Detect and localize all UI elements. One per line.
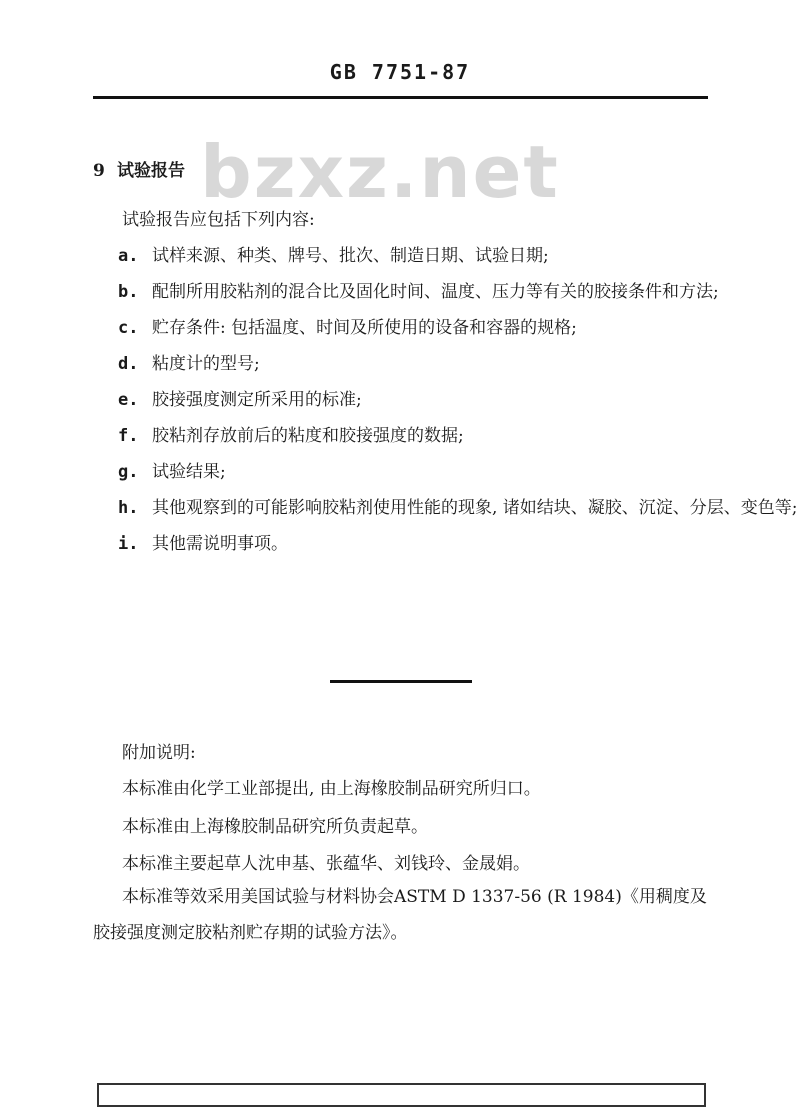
footer-frame bbox=[97, 1083, 706, 1107]
item-text: 胶粘剂存放前后的粘度和胶接强度的数据; bbox=[152, 426, 464, 446]
item-text: 试验结果; bbox=[152, 462, 226, 482]
note-line: 本标准由上海橡胶制品研究所负责起草。 bbox=[122, 817, 428, 837]
item-text: 粘度计的型号; bbox=[152, 354, 260, 374]
additional-notes-heading: 附加说明: bbox=[122, 743, 196, 763]
item-letter: e. bbox=[118, 390, 139, 410]
header-rule bbox=[93, 96, 708, 99]
item-letter: i. bbox=[118, 534, 139, 554]
list-item bbox=[118, 274, 798, 310]
list-item bbox=[118, 310, 798, 346]
item-text: 其他观察到的可能影响胶粘剂使用性能的现象, 诸如结块、凝胶、沉淀、分层、变色等; bbox=[152, 498, 798, 518]
section-heading bbox=[93, 156, 185, 181]
item-letter: f. bbox=[118, 426, 139, 446]
list-item bbox=[118, 490, 798, 526]
item-text: 其他需说明事项。 bbox=[152, 534, 288, 554]
item-text: 胶接强度测定所采用的标准; bbox=[152, 390, 362, 410]
item-letter: g. bbox=[118, 462, 139, 482]
section-separator bbox=[330, 680, 472, 683]
list-item bbox=[118, 526, 798, 562]
list-item bbox=[118, 418, 798, 454]
item-letter: d. bbox=[118, 354, 139, 374]
standard-code: GB 7751-87 bbox=[329, 60, 471, 84]
item-letter: b. bbox=[118, 282, 139, 302]
section-title: 试验报告 bbox=[117, 161, 185, 181]
watermark: bzxz.net bbox=[200, 130, 560, 214]
list-item bbox=[118, 454, 798, 490]
list-item bbox=[118, 382, 798, 418]
note-line: 本标准等效采用美国试验与材料协会ASTM D 1337-56 (R 1984)《用稠度及胶接强度测定胶粘剂贮存期的试验方法》。 bbox=[93, 887, 707, 943]
section-intro: 试验报告应包括下列内容: bbox=[122, 210, 315, 230]
item-letter: a. bbox=[118, 246, 139, 266]
list-item bbox=[118, 238, 798, 274]
list-item bbox=[118, 346, 798, 382]
note-line: 本标准由化学工业部提出, 由上海橡胶制品研究所归口。 bbox=[122, 779, 541, 799]
item-text: 试样来源、种类、牌号、批次、制造日期、试验日期; bbox=[152, 246, 549, 266]
note-line: 本标准主要起草人沈申基、张蕴华、刘钱玲、金晟娟。 bbox=[122, 854, 530, 874]
section-number: 9 bbox=[93, 161, 105, 181]
item-letter: h. bbox=[118, 498, 139, 518]
item-letter: c. bbox=[118, 318, 139, 338]
report-items-list bbox=[118, 238, 798, 562]
item-text: 配制所用胶粘剂的混合比及固化时间、温度、压力等有关的胶接条件和方法; bbox=[152, 282, 719, 302]
item-text: 贮存条件: 包括温度、时间及所使用的设备和容器的规格; bbox=[152, 318, 577, 338]
